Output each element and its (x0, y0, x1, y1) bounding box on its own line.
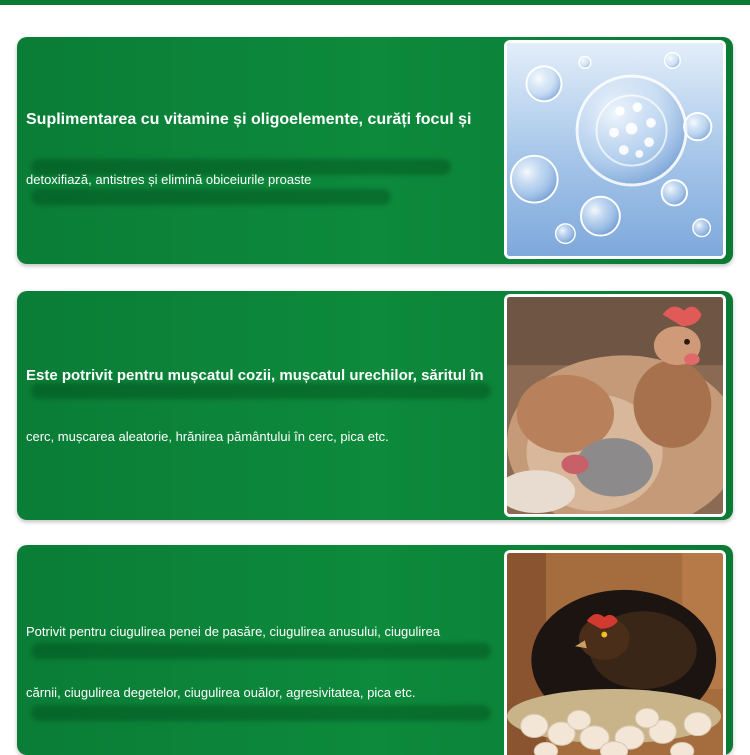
card-1-line-2: detoxifiază, antistres și elimină obiceiurile proaste (26, 172, 312, 187)
pecked-hen-image (504, 294, 726, 517)
card-2-line-2: cerc, mușcarea aleatorie, hrănirea pământului în cerc, pica etc. (26, 429, 389, 444)
feature-card-vitamins (17, 37, 733, 264)
text-shadow (31, 189, 391, 205)
card-3-line-1: Potrivit pentru ciugulirea penei de pasăre, ciugulirea anusului, ciugulirea (26, 624, 441, 639)
text-shadow (31, 383, 491, 399)
text-shadow (31, 643, 491, 659)
feature-card-pecking (17, 545, 733, 755)
feature-card-biting (17, 291, 733, 520)
card-1-line-1: Suplimentarea cu vitamine și oligoelemente, curăți focul și (26, 111, 472, 128)
top-green-bar (0, 0, 750, 5)
card-2-line-1: Este potrivit pentru mușcatul cozii, mușcatul urechilor, săritul în (26, 367, 484, 384)
hen-with-eggs-image (504, 550, 726, 755)
molecule-bubbles-image (504, 40, 726, 259)
text-shadow (31, 705, 491, 721)
card-3-line-2: cărnii, ciugulirea degetelor, ciugulirea ouălor, agresivitatea, pica etc. (26, 685, 416, 700)
